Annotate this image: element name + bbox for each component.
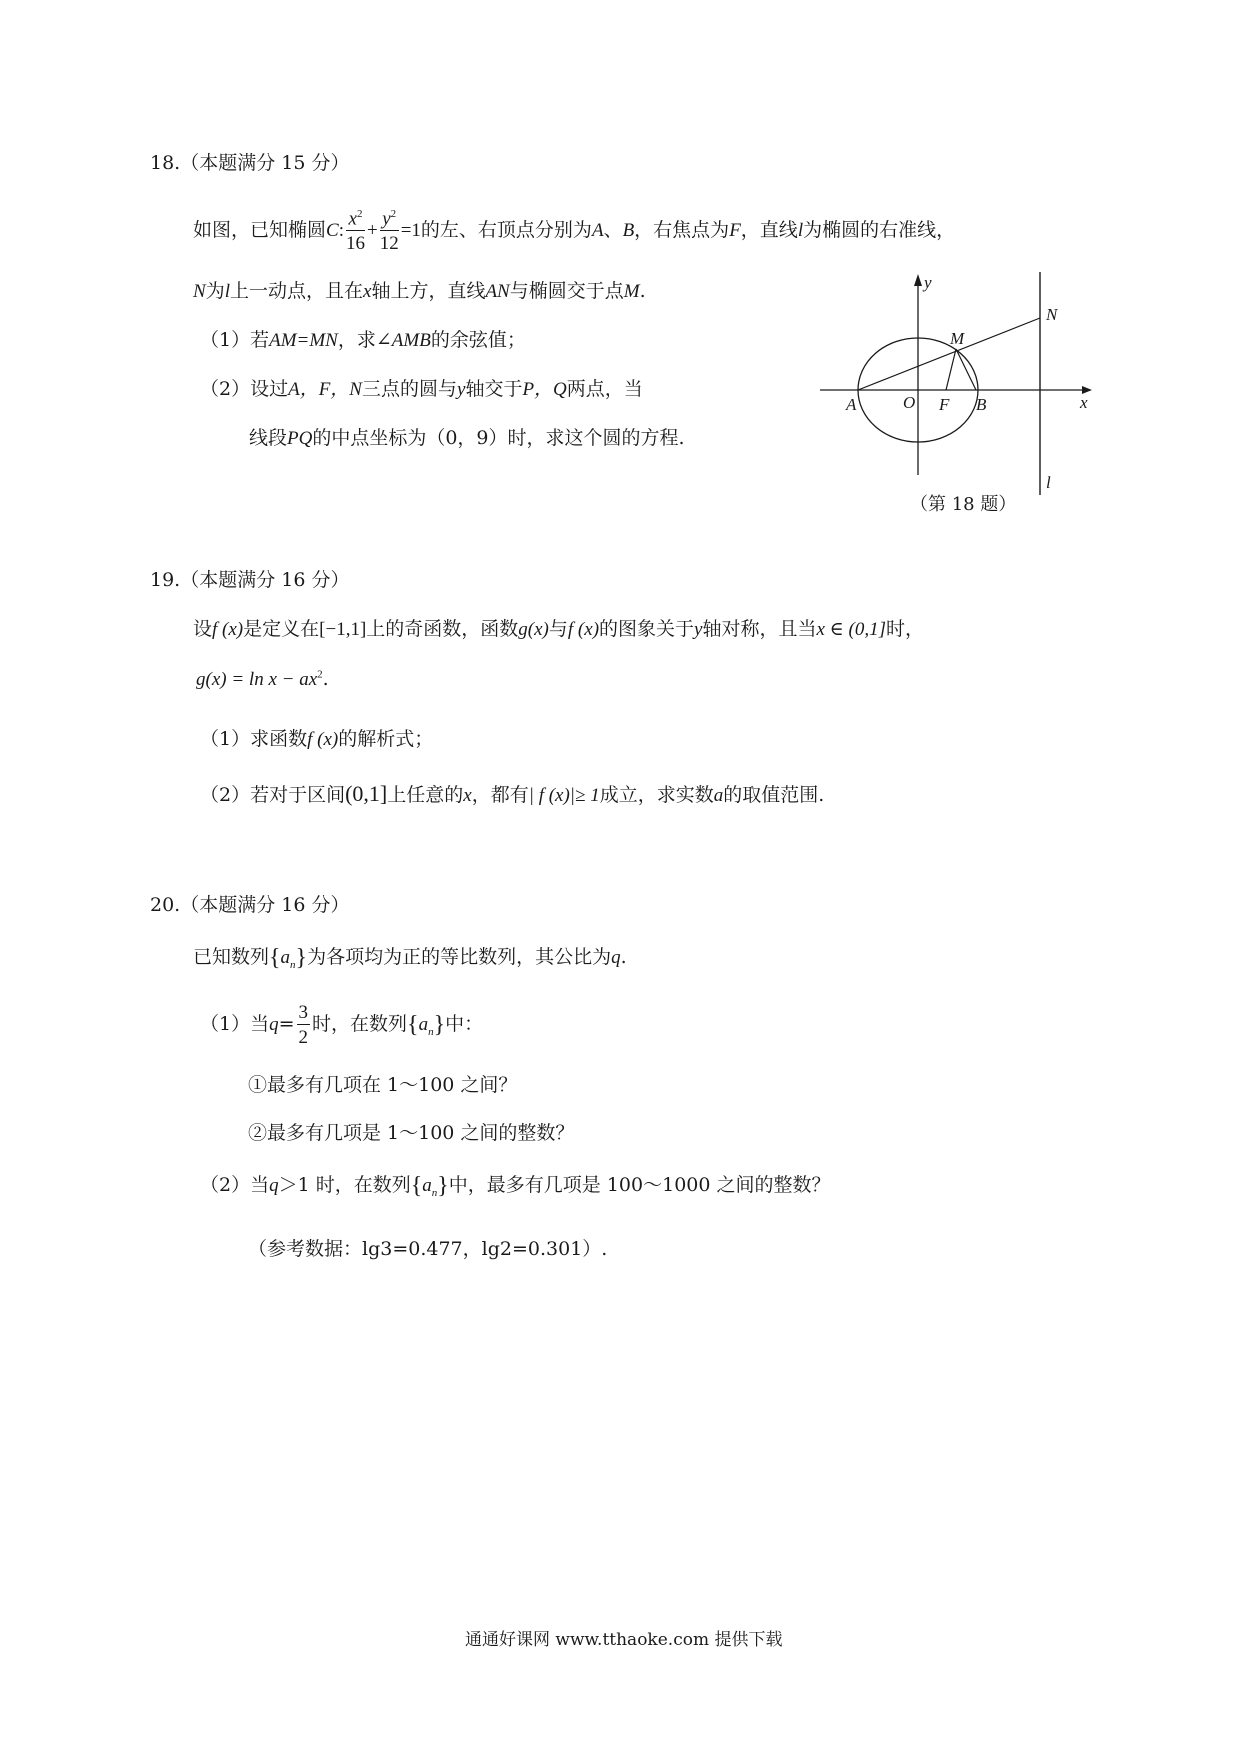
q18-text: . [639, 280, 646, 302]
right-brace: } [295, 945, 308, 971]
q19-part1 [200, 724, 433, 751]
q18-title [150, 148, 349, 175]
q20-math: q [269, 1014, 279, 1035]
q19-text: 的图象关于 [599, 618, 695, 640]
q18-part2 [200, 374, 643, 401]
q19-text: 时， [885, 618, 924, 640]
q19-math: a [713, 785, 724, 806]
q18-line1 [193, 195, 955, 265]
q18-text: 为 [205, 280, 225, 302]
q19-formula-exp: 2 [317, 668, 323, 681]
right-brace: } [437, 1173, 449, 1199]
q19-header: （本题满分 16 分） [180, 569, 350, 591]
q19-text: （2）若对于区间 [200, 784, 346, 806]
q20-part1 [200, 994, 483, 1054]
q20-seq-sub: n [428, 1025, 434, 1038]
q19-math: [−1,1] [319, 619, 367, 640]
label-m: M [950, 329, 965, 348]
q18-text: 线段 [249, 427, 288, 449]
q19-math: | f (x)|≥ 1 [528, 785, 600, 806]
q19-math: x ∈ (0,1] [816, 619, 886, 640]
q18-var: x [363, 281, 372, 302]
y-axis-arrow [914, 274, 922, 286]
q20-text: （2）当 [200, 1174, 270, 1196]
q20-text: 已知数列 [193, 946, 270, 968]
label-y: y [924, 273, 932, 292]
q20-reference: （参考数据：lg3=0.477，lg2=0.301）. [248, 1238, 608, 1260]
page-footer: 通通好课网 www.tthaoke.com 提供下载 [465, 1630, 783, 1650]
q19-math: g(x) [518, 619, 549, 640]
q18-var: A，F，N [288, 379, 362, 400]
q18-var: M [623, 281, 640, 302]
label-x: x [1080, 393, 1088, 412]
q18-colon: : [338, 220, 344, 241]
q18-text: （1）若 [200, 329, 270, 351]
q20-frac [297, 1003, 311, 1047]
q20-text: （1）当 [200, 1013, 270, 1035]
q18-text: ，求∠ [337, 329, 392, 351]
q18-text: ，右焦点为 [634, 219, 730, 241]
q18-text: ，直线 [740, 219, 798, 241]
q19-math: x [463, 785, 472, 806]
label-f: F [939, 395, 950, 414]
q20-math: = [278, 1013, 295, 1035]
q18-number: 18. [150, 152, 181, 174]
q18-line2 [193, 276, 646, 303]
q18-text: 轴交于 [465, 378, 523, 400]
q18-text: 为椭圆的右准线， [803, 219, 956, 241]
q18-part1 [200, 325, 526, 352]
q19-text: 的解析式； [338, 728, 434, 750]
q18-var: B [622, 220, 635, 241]
q18-var: N [193, 281, 206, 302]
label-o: O [903, 393, 916, 412]
q19-math: f (x) [567, 619, 600, 640]
left-brace: { [269, 945, 281, 971]
q18-var: P，Q [522, 379, 567, 400]
q20-sub2: ②最多有几项是 1～100 之间的整数？ [248, 1122, 575, 1144]
q18-frac-x [346, 209, 365, 253]
q18-var: AN [485, 281, 510, 302]
q19-text: ，都有 [471, 784, 529, 806]
q20-text: . [620, 946, 627, 968]
q20-number: 20. [150, 894, 181, 916]
q20-seq: a [422, 1175, 432, 1196]
q19-text: 轴对称，且当 [702, 618, 817, 640]
q19-text: . [322, 668, 329, 690]
label-a: A [846, 395, 857, 414]
q19-text: （1）求函数 [200, 728, 308, 750]
q20-math: q [611, 947, 621, 968]
q20-math: q [269, 1175, 279, 1196]
q19-math: (0,1] [345, 781, 388, 806]
q18-header: （本题满分 15 分） [180, 152, 350, 174]
frac-num: 3 [298, 1002, 309, 1023]
q20-seq-sub: n [431, 1186, 438, 1199]
frac-x-num: x [348, 208, 357, 230]
q20-text: 时，在数列 [312, 1013, 408, 1035]
q19-line2 [196, 668, 329, 691]
q20-sub1: ①最多有几项在 1～100 之间？ [248, 1074, 518, 1096]
q18-text: 的中点坐标为（0，9）时，求这个圆的方程. [312, 427, 685, 449]
q18-var: PQ [287, 428, 313, 449]
q18-var: A [591, 220, 604, 241]
label-l: l [1046, 473, 1051, 492]
q18-text: 、 [603, 219, 623, 241]
q20-text: 为各项均为正的等比数列，其公比为 [307, 946, 612, 968]
left-brace: { [410, 1173, 423, 1199]
q18-eq: =1 [400, 220, 421, 241]
q20-title [150, 890, 349, 917]
frac-y-exp: 2 [390, 207, 397, 220]
frac-y-num: y [382, 208, 391, 230]
q18-figure [810, 270, 1100, 520]
q19-part2 [200, 780, 824, 807]
q19-math: f (x) [212, 619, 244, 640]
q18-text: 上一动点，且在 [229, 280, 363, 302]
label-n: N [1046, 305, 1058, 324]
q18-text: 的余弦值； [430, 329, 526, 351]
frac-y-den: 12 [379, 233, 399, 255]
label-b: B [976, 395, 987, 414]
q18-part2-line2 [249, 423, 685, 450]
q20-part2 [200, 1170, 831, 1200]
q20-seq-sub: n [290, 958, 296, 971]
q18-text: 如图，已知椭圆 [193, 219, 327, 241]
q19-title [150, 565, 349, 592]
q18-text: 三点的圆与 [361, 378, 457, 400]
q19-math: f (x) [307, 729, 339, 750]
q19-line1 [193, 614, 924, 641]
q20-text: ＞1 时，在数列 [278, 1174, 411, 1196]
q19-text: 是定义在 [243, 618, 320, 640]
frac-den: 2 [298, 1027, 309, 1048]
q18-var: l [797, 220, 804, 241]
q18-frac-y [380, 209, 399, 253]
q18-var: AM=MN [269, 330, 338, 351]
q20-line1 [193, 942, 627, 972]
q19-text: 成立，求实数 [599, 784, 714, 806]
q18-text: 的左、右顶点分别为 [420, 219, 592, 241]
q18-var: AMB [391, 330, 431, 351]
q18-text: 与椭圆交于点 [509, 280, 624, 302]
q19-text: 的取值范围. [723, 784, 825, 806]
q20-header: （本题满分 16 分） [180, 894, 350, 916]
q19-math: y [694, 619, 703, 640]
q18-text: 两点，当 [566, 378, 643, 400]
q19-text: 设 [193, 618, 213, 640]
q20-seq: a [280, 947, 291, 968]
q20-text: 中，最多有几项是 100～1000 之间的整数？ [448, 1174, 831, 1196]
q19-number: 19. [150, 569, 181, 591]
q18-var: l [224, 281, 230, 302]
q18-var-c: C [326, 220, 339, 241]
q20-seq: a [418, 1014, 429, 1035]
q18-var: F [729, 220, 741, 241]
figure-caption: （第 18 题） [910, 494, 1017, 515]
q19-formula: g(x) = ln x − ax [196, 669, 318, 690]
q19-text: 与 [548, 618, 568, 640]
q18-text: （2）设过 [200, 378, 289, 400]
q20-text: 中： [445, 1013, 484, 1035]
q18-var: y [457, 379, 466, 400]
q19-text: 上任意的 [387, 784, 464, 806]
frac-x-exp: 2 [356, 207, 363, 220]
q19-text: 上的奇函数，函数 [366, 618, 519, 640]
left-brace: { [407, 1012, 419, 1038]
q18-plus: + [366, 220, 378, 241]
right-brace: } [433, 1012, 446, 1038]
frac-x-den: 16 [345, 233, 365, 255]
q18-text: 轴上方，直线 [371, 280, 486, 302]
